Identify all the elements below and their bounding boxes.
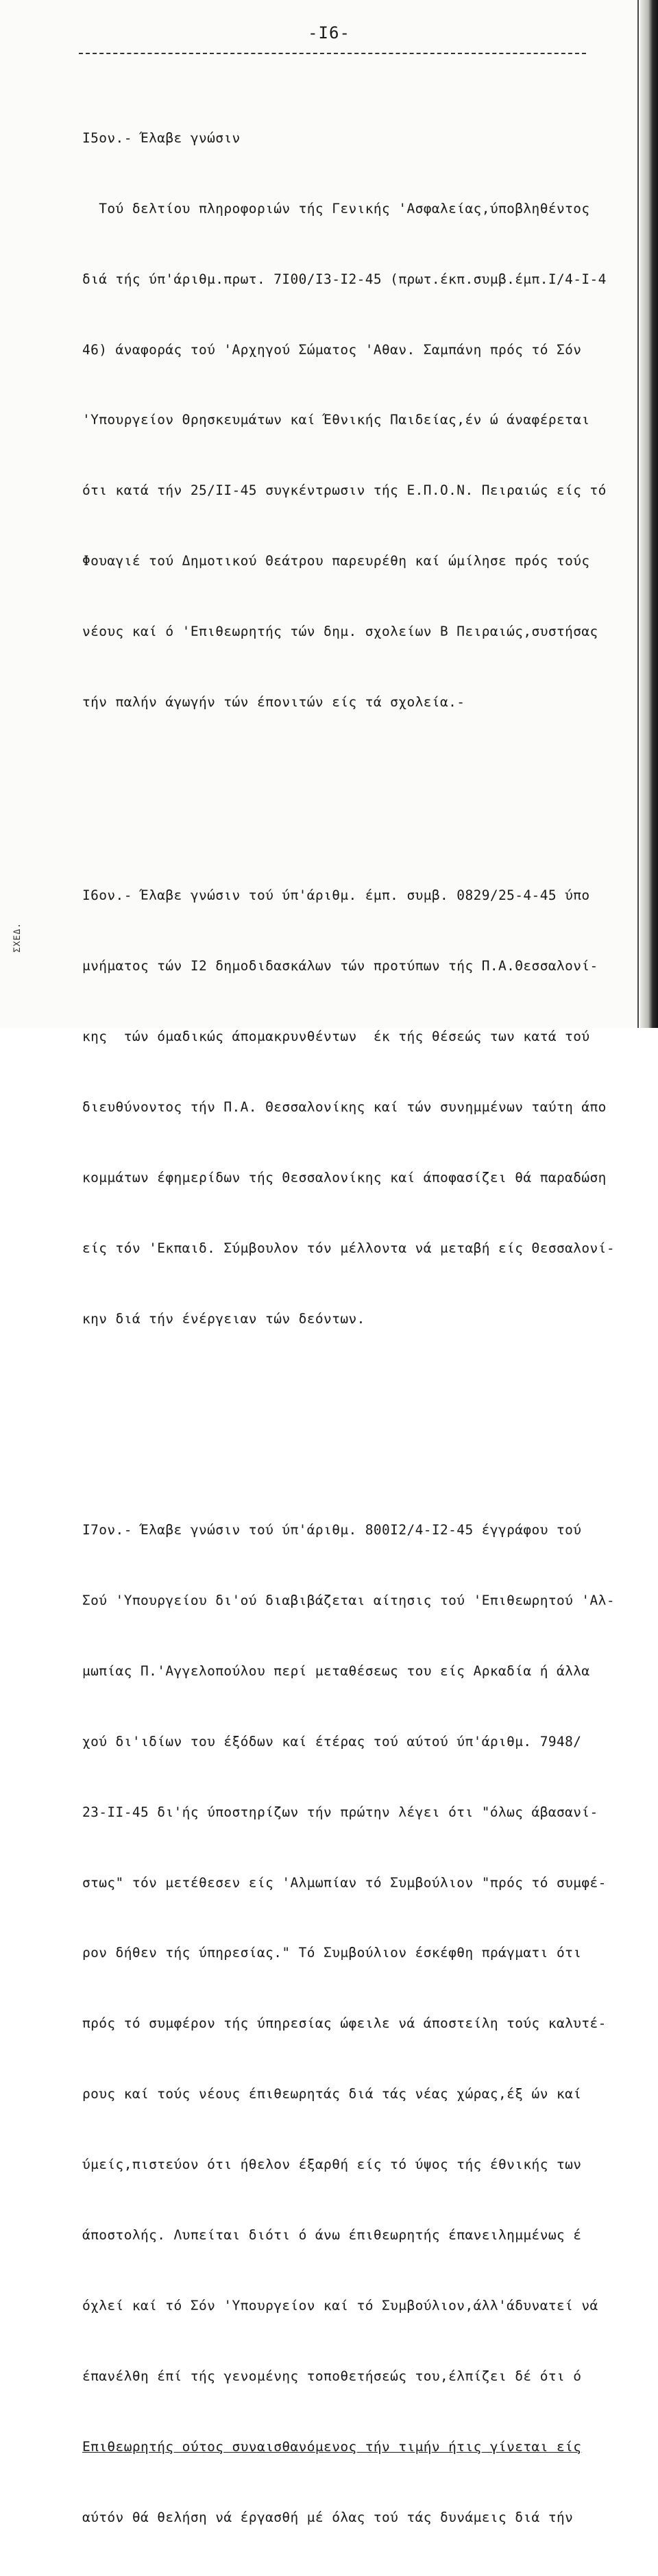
header-rule [79,53,586,55]
text-line: Φουαγιέ τού Δημοτικού Θεάτρου παρευρέθη καί ώμίλησε πρός τούς [82,553,590,569]
text-line: 'Υπουργείον Θρησκευμάτων καί Έθνικής Παιδείας,έν ώ άναφέρεται [82,412,590,428]
text-line: έπανέλθη έπί τής γενομένης τοποθετήσεώς του,έλπίζει δέ ότι ό [82,2368,582,2384]
text-line: χού δι'ιδίων του έξόδων καί έτέρας τού αύτού ύπ'άριθμ. 7948/ [82,1733,582,1750]
text-line: ρους καί τούς νέους έπιθεωρητάς διά τάς νέας χώρας,έξ ών καί [82,2086,582,2102]
text-line: I6ον.- Έλαβε γνώσιν τού ύπ'άριθμ. έμπ. συμβ. 0829/25-4-45 ύπο [82,887,590,904]
text-line: 46) άναφοράς τού 'Αρχηγού Σώματος 'Αθαν. Σαμπάνη πρός τό Σόν [82,341,582,358]
text-line: κην διά τήν ένέργειαν τών δεόντων. [82,1310,365,1327]
text-line: αύτόν θά θελήση νά έργασθή μέ όλας τού τάς δυνάμεις διά τήν [82,2509,574,2525]
text-line: διά τής ύπ'άριθμ.πρωτ. 7I00/I3-I2-45 (πρωτ.έκπ.συμβ.έμπ.I/4-I-4 [82,271,607,287]
text-line: νέους καί ό 'Επιθεωρητής τών δημ. σχολείων Β Πειραιώς,συστήσας [82,624,598,640]
text-line: I5ον.- Έλαβε γνώσιν [82,130,241,146]
document-body [82,56,644,2576]
text-line: ύμείς,πιστεύον ότι ήθελον έξαρθή είς τό ύψος τής έθνικής των [82,2157,582,2173]
margin-note: ΣΧΕΔ. [12,922,23,953]
text-line: κομμάτων έφημερίδων τής Θεσσαλονίκης καί άποφασίζει θά παραδώση [82,1169,607,1186]
page-number: -I6- [308,23,350,42]
text-line: τήν παλήν άγωγήν τών έπονιτών είς τά σχολεία.- [82,694,465,711]
text-line: Σού 'Υπουργείου δι'ού διαβιβάζεται αίτησις τού 'Επιθεωρητού 'Αλ- [82,1593,615,1608]
text-line: I7ον.- Έλαβε γνώσιν τού ύπ'άριθμ. 800I2/4-I2-45 έγγράφου τού [82,1522,582,1538]
text-line: 23-II-45 δι'ής ύποστηρίζων τήν πρώτην λέγει ότι "όλως άβασανί- [82,1804,598,1820]
text-line: μνήματος τών I2 δημοδιδασκάλων τών προτύπων τής Π.Α.Θεσσαλονί- [82,958,598,974]
text-line: στως" τόν μετέθεσεν είς 'Αλμωπίαν τό Συμβούλιον "πρός τό συμφέ- [82,1874,607,1891]
text-line: άποστολής. Λυπείται διότι ό άνω έπιθεωρητής έπανειλημμένως έ [82,2227,582,2244]
text-line: Τού δελτίου πληροφοριών τής Γενικής 'Ασφαλείας,ύποβληθέντος [82,200,590,217]
text-line: ρον δήθεν τής ύπηρεσίας." Τό Συμβούλιον έσκέφθη πράγματι ότι [82,1945,582,1961]
text-line: μωπίας Π.'Αγγελοπούλου περί μεταθέσεως του είς Αρκαδία ή άλλα [82,1663,590,1679]
text-line: είς τόν 'Εκπαιδ. Σύμβουλον τόν μέλλοντα νά μεταβή είς Θεσσαλονί- [82,1240,615,1256]
text-line: όχλεί καί τό Σόν 'Υπουργείον καί τό Συμβούλιον,άλλ'άδυνατεί νά [82,2297,598,2314]
text-line: ότι κατά τήν 25/II-45 συγκέντρωσιν τής Ε.Π.Ο.Ν. Πειραιώς είς τό [82,482,607,499]
text-line: Επιθεωρητής ούτος συναισθανόμενος τήν τιμήν ήτις γίνεται είς [82,2438,582,2455]
text-line: διευθύνοντος τήν Π.Α. Θεσσαλονίκης καί τών συνημμένων ταύτη άπο [82,1099,607,1116]
text-line: πρός τό συμφέρον τής ύπηρεσίας ώφειλε νά άποστείλη τούς καλυτέ- [82,2015,607,2032]
text-line: κης τών όμαδικώς άπομακρυνθέντων έκ τής θέσεώς των κατά τού [82,1029,590,1045]
